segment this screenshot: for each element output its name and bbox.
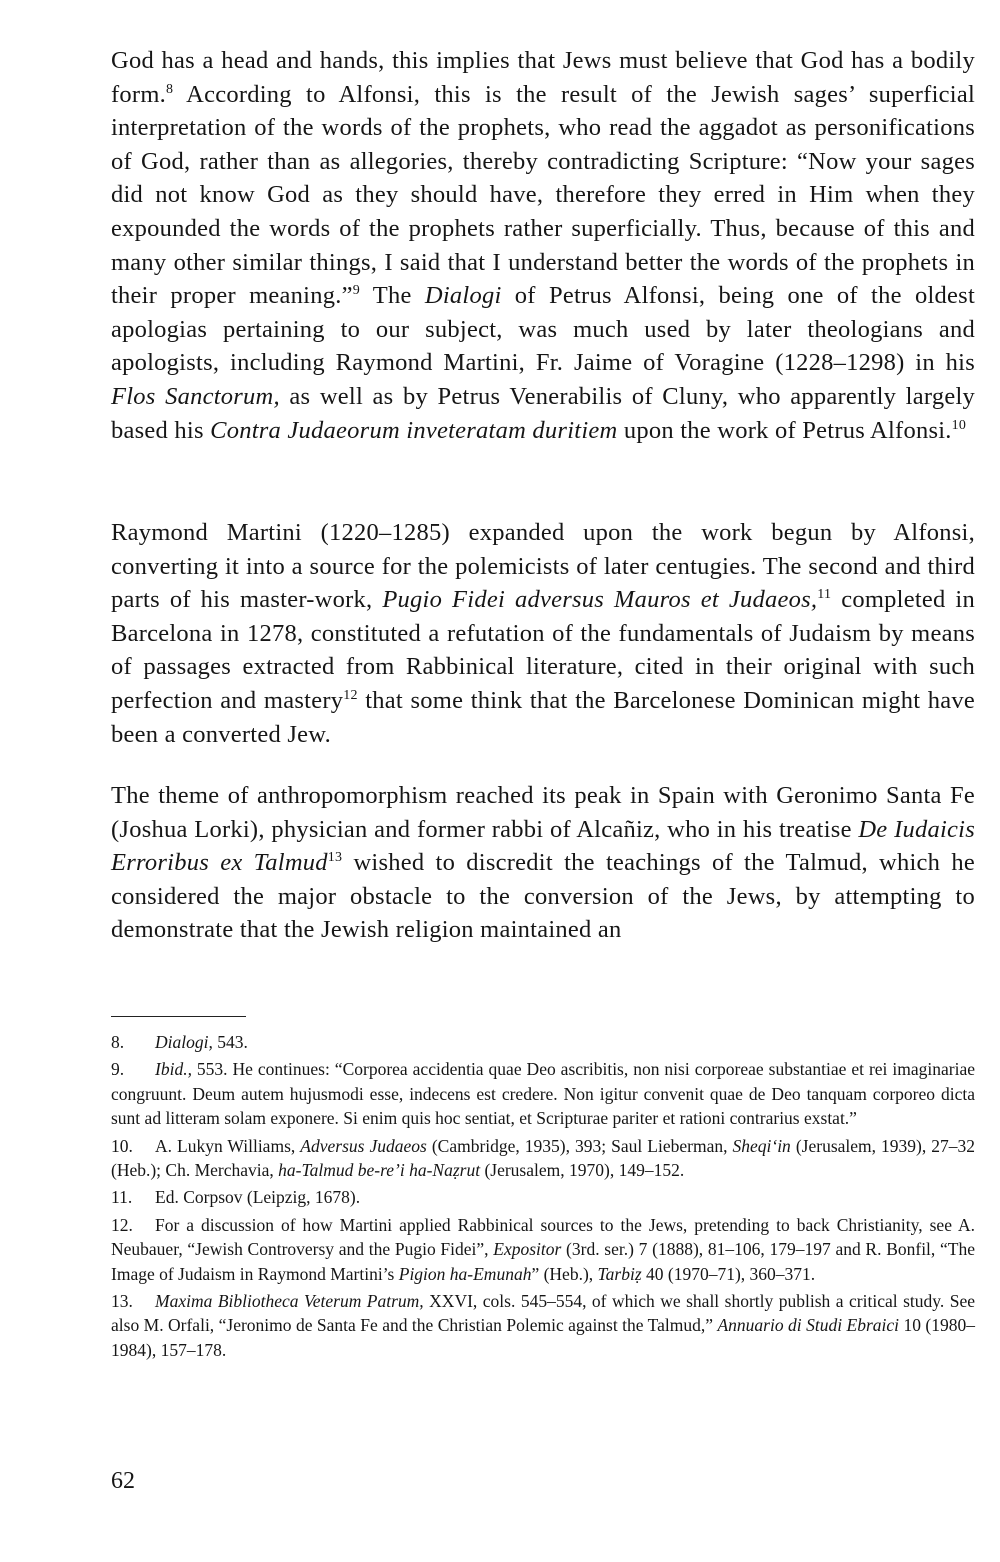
text-run: For a discussion of how Martini applied Rabbinical sources to the Jews, pretending to back Christianity, see A. Neubauer, “Jewish Controversy and the Pugio Fidei”, — [111, 1214, 975, 1260]
italic-text: Dialogi — [424, 282, 502, 310]
text-run: completed in Barcelona in 1278, constituted a refutation of the fundamentals of Judaism by means of passages extracted from Rabbinical literature, cited in their original with such perfection and mastery — [111, 586, 975, 714]
italic-text: Dialogi, — [155, 1032, 213, 1052]
body-paragraph — [111, 779, 975, 947]
footnote-ref: 12 — [343, 687, 358, 703]
footnote-number: 12. — [111, 1214, 133, 1235]
italic-text: ha-Talmud be-re’i ha-Naẓrut — [278, 1160, 481, 1181]
footnote — [111, 1289, 975, 1362]
footnote-number: 10. — [111, 1135, 133, 1156]
text-run: According to Alfonsi, this is the result of the Jewish sages’ superficial interpretation of the words of the prophets, who read the aggadot as personifications of God, rather than as allegories, thereby contradicting Scripture: “Now your sages did not know God as they should have, therefore they erred in Him when they expounded the words of the prophets rather superficially. Thus, because of this and many other similar things, I said that I understand better the words of the prophets in their proper meaning.” — [111, 80, 975, 310]
footnote-ref: 8 — [166, 81, 174, 97]
text-run: (Cambridge, 1935), 393; Saul Lieberman, — [426, 1135, 733, 1156]
text-run: God has a head and hands, this implies that Jews must believe that God has a bodily form. — [111, 47, 975, 108]
footnote-number: 9. — [111, 1059, 125, 1080]
page-number: 62 — [111, 1468, 135, 1494]
italic-text: Flos Sanctorum, — [111, 382, 280, 410]
text-run: ” (Heb.), — [531, 1263, 598, 1284]
footnote-number: 11. — [111, 1187, 133, 1208]
italic-text: Pigion ha-Emunah — [398, 1263, 532, 1284]
text-run: upon the work of Petrus Alfonsi. — [617, 416, 952, 444]
text-run: 543. — [212, 1032, 248, 1052]
footnote — [111, 1057, 975, 1130]
italic-text: Annuario di Studi Ebraici — [717, 1315, 900, 1336]
text-run: (Jerusalem, 1970), 149–152. — [480, 1160, 685, 1181]
text-run: as well as by Petrus Venerabilis of Cluny, who apparently largely based his — [111, 382, 975, 444]
footnote-ref: 13 — [327, 850, 343, 866]
italic-text: Sheqi‘in — [732, 1135, 791, 1156]
text-run: The — [359, 282, 425, 310]
text-run: (3rd. ser.) 7 (1888), 81–106, 179–197 and R. Bonfil, “The Image of Judaism in Raymond Martini’s — [111, 1239, 975, 1284]
text-run: 40 (1970–71), 360–371. — [641, 1263, 816, 1284]
footnote-divider — [111, 1016, 246, 1017]
text-run: XXVI, cols. 545–554, of which we shall shortly publish a critical study. See also M. Orfali, “Jeronimo de Santa Fe and the Christian Polemic against the Talmud,” — [111, 1291, 975, 1336]
italic-text: De Iudaicis Erroribus ex Talmud — [111, 815, 975, 877]
text-run: A. Lukyn Williams, — [155, 1135, 301, 1156]
footnote-ref: 11 — [817, 587, 832, 603]
footnote — [111, 1213, 975, 1286]
footnotes — [111, 1030, 975, 1365]
italic-text: Ibid., — [155, 1059, 192, 1080]
text-run: Ed. Corpsov (Leipzig, 1678). — [155, 1187, 361, 1208]
italic-text: Expositor — [493, 1239, 562, 1260]
footnote — [111, 1030, 975, 1054]
italic-text: Adversus Judaeos — [300, 1135, 427, 1156]
footnote — [111, 1134, 975, 1183]
italic-text: Pugio Fidei adversus Mauros et Judaeos, — [382, 586, 818, 614]
text-run: The theme of anthropomorphism reached its peak in Spain with Geronimo Santa Fe (Joshua Lorki), physician and former rabbi of Alcañiz, who in his treatise — [111, 782, 975, 843]
footnote-number: 8. — [111, 1032, 125, 1052]
text-run: wished to discredit the teachings of the Talmud, which he considered the major obstacle to the conversion of the Jews, by attempting to demonstrate that the Jewish religion maintained an — [111, 849, 975, 944]
footnote-number: 13. — [111, 1291, 133, 1312]
text-run: (Jerusalem, 1939), 27–32 (Heb.); Ch. Merchavia, — [111, 1135, 975, 1181]
footnote — [111, 1185, 975, 1209]
body-paragraph — [111, 516, 975, 751]
text-run: that some think that the Barcelonese Dominican might have been a converted Jew. — [111, 686, 976, 748]
footnote-ref: 9 — [352, 283, 360, 298]
text-run: 10 (1980–1984), 157–178. — [111, 1315, 975, 1360]
italic-text: Contra Judaeorum inveteratam duritiem — [210, 416, 618, 444]
body-paragraph — [111, 44, 975, 447]
italic-text: Tarbiẓ — [597, 1263, 642, 1284]
footnote-ref: 10 — [951, 417, 967, 433]
italic-text: Maxima Bibliotheca Veterum Patrum, — [155, 1291, 424, 1312]
text-run: Raymond Martini (1220–1285) expanded upon the work begun by Alfonsi, converting it into a source for the polemicists of later centugies. The second and third parts of his master-work, — [111, 519, 975, 614]
text-run: 553. He continues: “Corporea accidentia quae Deo ascribitis, non nisi corporeae substantiae et rei imaginariae congruunt. Deum autem hujusmodi esse, indecens est credere. Non igitur convenit quae de Deo tanquam corporeo dicta sunt ad litteram solam exponere. Si enim quis hoc sentiat, et Scripturae pariter et rationi contrarius exstat.” — [111, 1059, 975, 1129]
text-run: of Petrus Alfonsi, being one of the oldest apologias pertaining to our subject, was much used by later theologians and apologists, including Raymond Martini, Fr. Jaime of Voragine (1228–1298) in his — [111, 282, 976, 377]
